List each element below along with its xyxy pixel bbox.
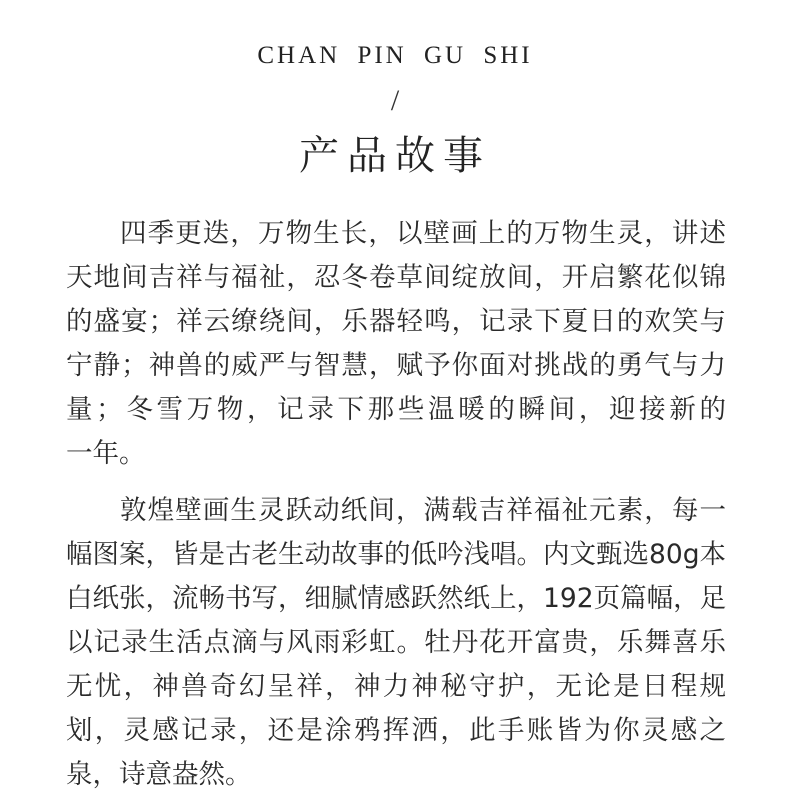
story-paragraph-2 bbox=[66, 489, 726, 797]
english-title: CHAN PIN GU SHI bbox=[257, 42, 533, 69]
text-line: 天地间吉祥与福祉，忍冬卷草间绽放间，开启繁花似锦 bbox=[66, 262, 726, 293]
text-line: 划，灵感记录，还是涂鸦挥洒，此手账皆为你灵感之 bbox=[66, 715, 726, 746]
text-line: 四季更迭，万物生长，以壁画上的万物生灵，讲述 bbox=[120, 218, 726, 249]
text-line: 白纸张，流畅书写，细腻情感跃然纸上，192页篇幅，足 bbox=[66, 583, 727, 614]
text-line: 的盛宴；祥云缭绕间，乐器轻鸣，记录下夏日的欢笑与 bbox=[66, 306, 726, 337]
text-line: 一年。 bbox=[66, 438, 146, 469]
text-line: 敦煌壁画生灵跃动纸间，满载吉祥福祉元素，每一 bbox=[120, 495, 726, 526]
title-divider: / bbox=[390, 84, 400, 117]
text-line: 以记录生活点滴与风雨彩虹。牡丹花开富贵，乐舞喜乐 bbox=[66, 627, 726, 658]
page-title: 产品故事 bbox=[299, 133, 491, 179]
story-paragraph-1 bbox=[66, 212, 726, 476]
text-line: 泉，诗意盎然。 bbox=[66, 759, 252, 790]
text-line: 宁静；神兽的威严与智慧，赋予你面对挑战的勇气与力 bbox=[66, 350, 726, 381]
text-line: 幅图案，皆是古老生动故事的低吟浅唱。内文甄选80g本 bbox=[66, 539, 727, 570]
text-line: 无忧，神兽奇幻呈祥，神力神秘守护，无论是日程规 bbox=[66, 671, 726, 702]
text-line: 量；冬雪万物，记录下那些温暖的瞬间，迎接新的 bbox=[66, 394, 726, 425]
